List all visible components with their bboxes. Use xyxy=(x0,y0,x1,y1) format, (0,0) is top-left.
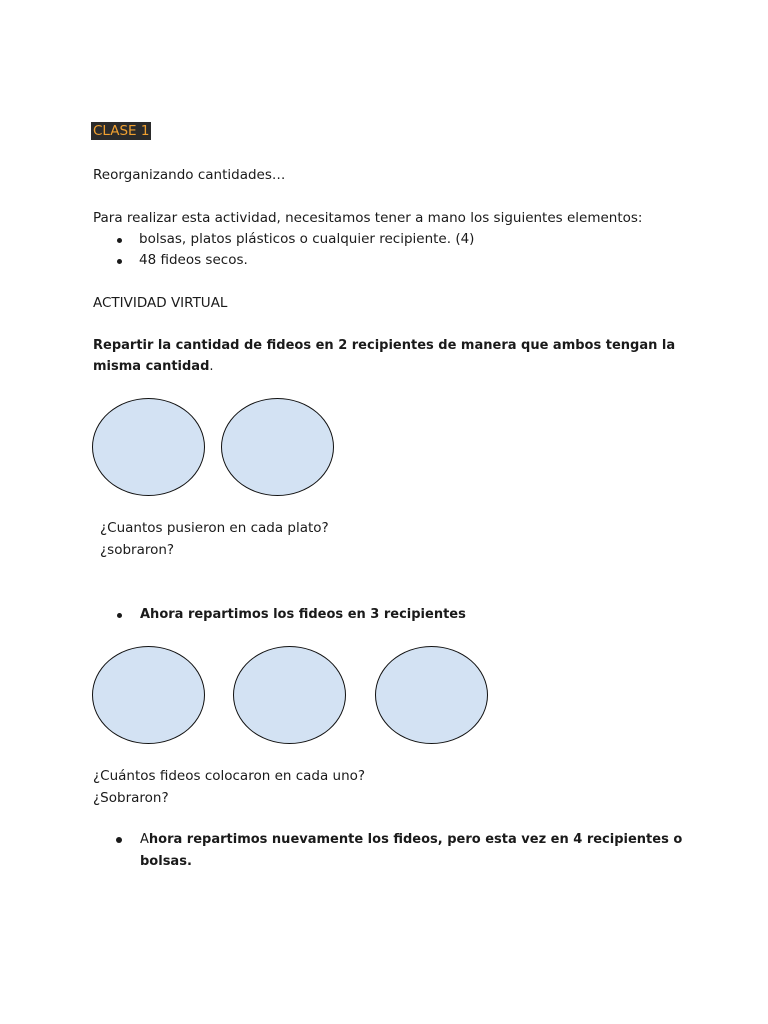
task1-line1: Repartir la cantidad de fideos en 2 recipientes de manera que ambos tengan la xyxy=(93,338,676,353)
question-2a: ¿Cuántos fideos colocaron en cada uno? xyxy=(93,768,366,784)
bullet-icon xyxy=(117,259,122,264)
question-1a: ¿Cuantos pusieron en cada plato? xyxy=(100,520,329,536)
bullet-icon xyxy=(116,837,122,843)
question-1b: ¿sobraron? xyxy=(100,542,175,558)
task3-line2: bolsas. xyxy=(140,854,192,869)
task2-text: Ahora repartimos los fideos en 3 recipientes xyxy=(140,607,466,622)
task3-prefix: A xyxy=(140,832,149,847)
list-item: bolsas, platos plásticos o cualquier recipiente. (4) xyxy=(139,231,475,247)
task1-period: . xyxy=(209,359,214,374)
task3-line1-wrap xyxy=(140,830,682,850)
plate-3 xyxy=(92,646,205,744)
task1-line2: misma cantidad xyxy=(93,359,210,374)
plate-1 xyxy=(92,398,205,496)
task3-line1: hora repartimos nuevamente los fideos, pero esta vez en 4 recipientes o xyxy=(148,832,683,847)
bullet-icon xyxy=(117,238,122,243)
task1-line2-wrap xyxy=(93,357,214,377)
list-item: 48 fideos secos. xyxy=(139,252,248,268)
bullet-icon xyxy=(117,613,122,618)
subtitle: Reorganizando cantidades… xyxy=(93,167,286,183)
plate-2 xyxy=(221,398,334,496)
section-title: ACTIVIDAD VIRTUAL xyxy=(93,295,228,311)
intro-text: Para realizar esta actividad, necesitamos tener a mano los siguientes elementos: xyxy=(93,210,643,226)
question-2b: ¿Sobraron? xyxy=(93,790,169,806)
class-badge: CLASE 1 xyxy=(93,123,150,139)
plate-5 xyxy=(375,646,488,744)
plate-4 xyxy=(233,646,346,744)
